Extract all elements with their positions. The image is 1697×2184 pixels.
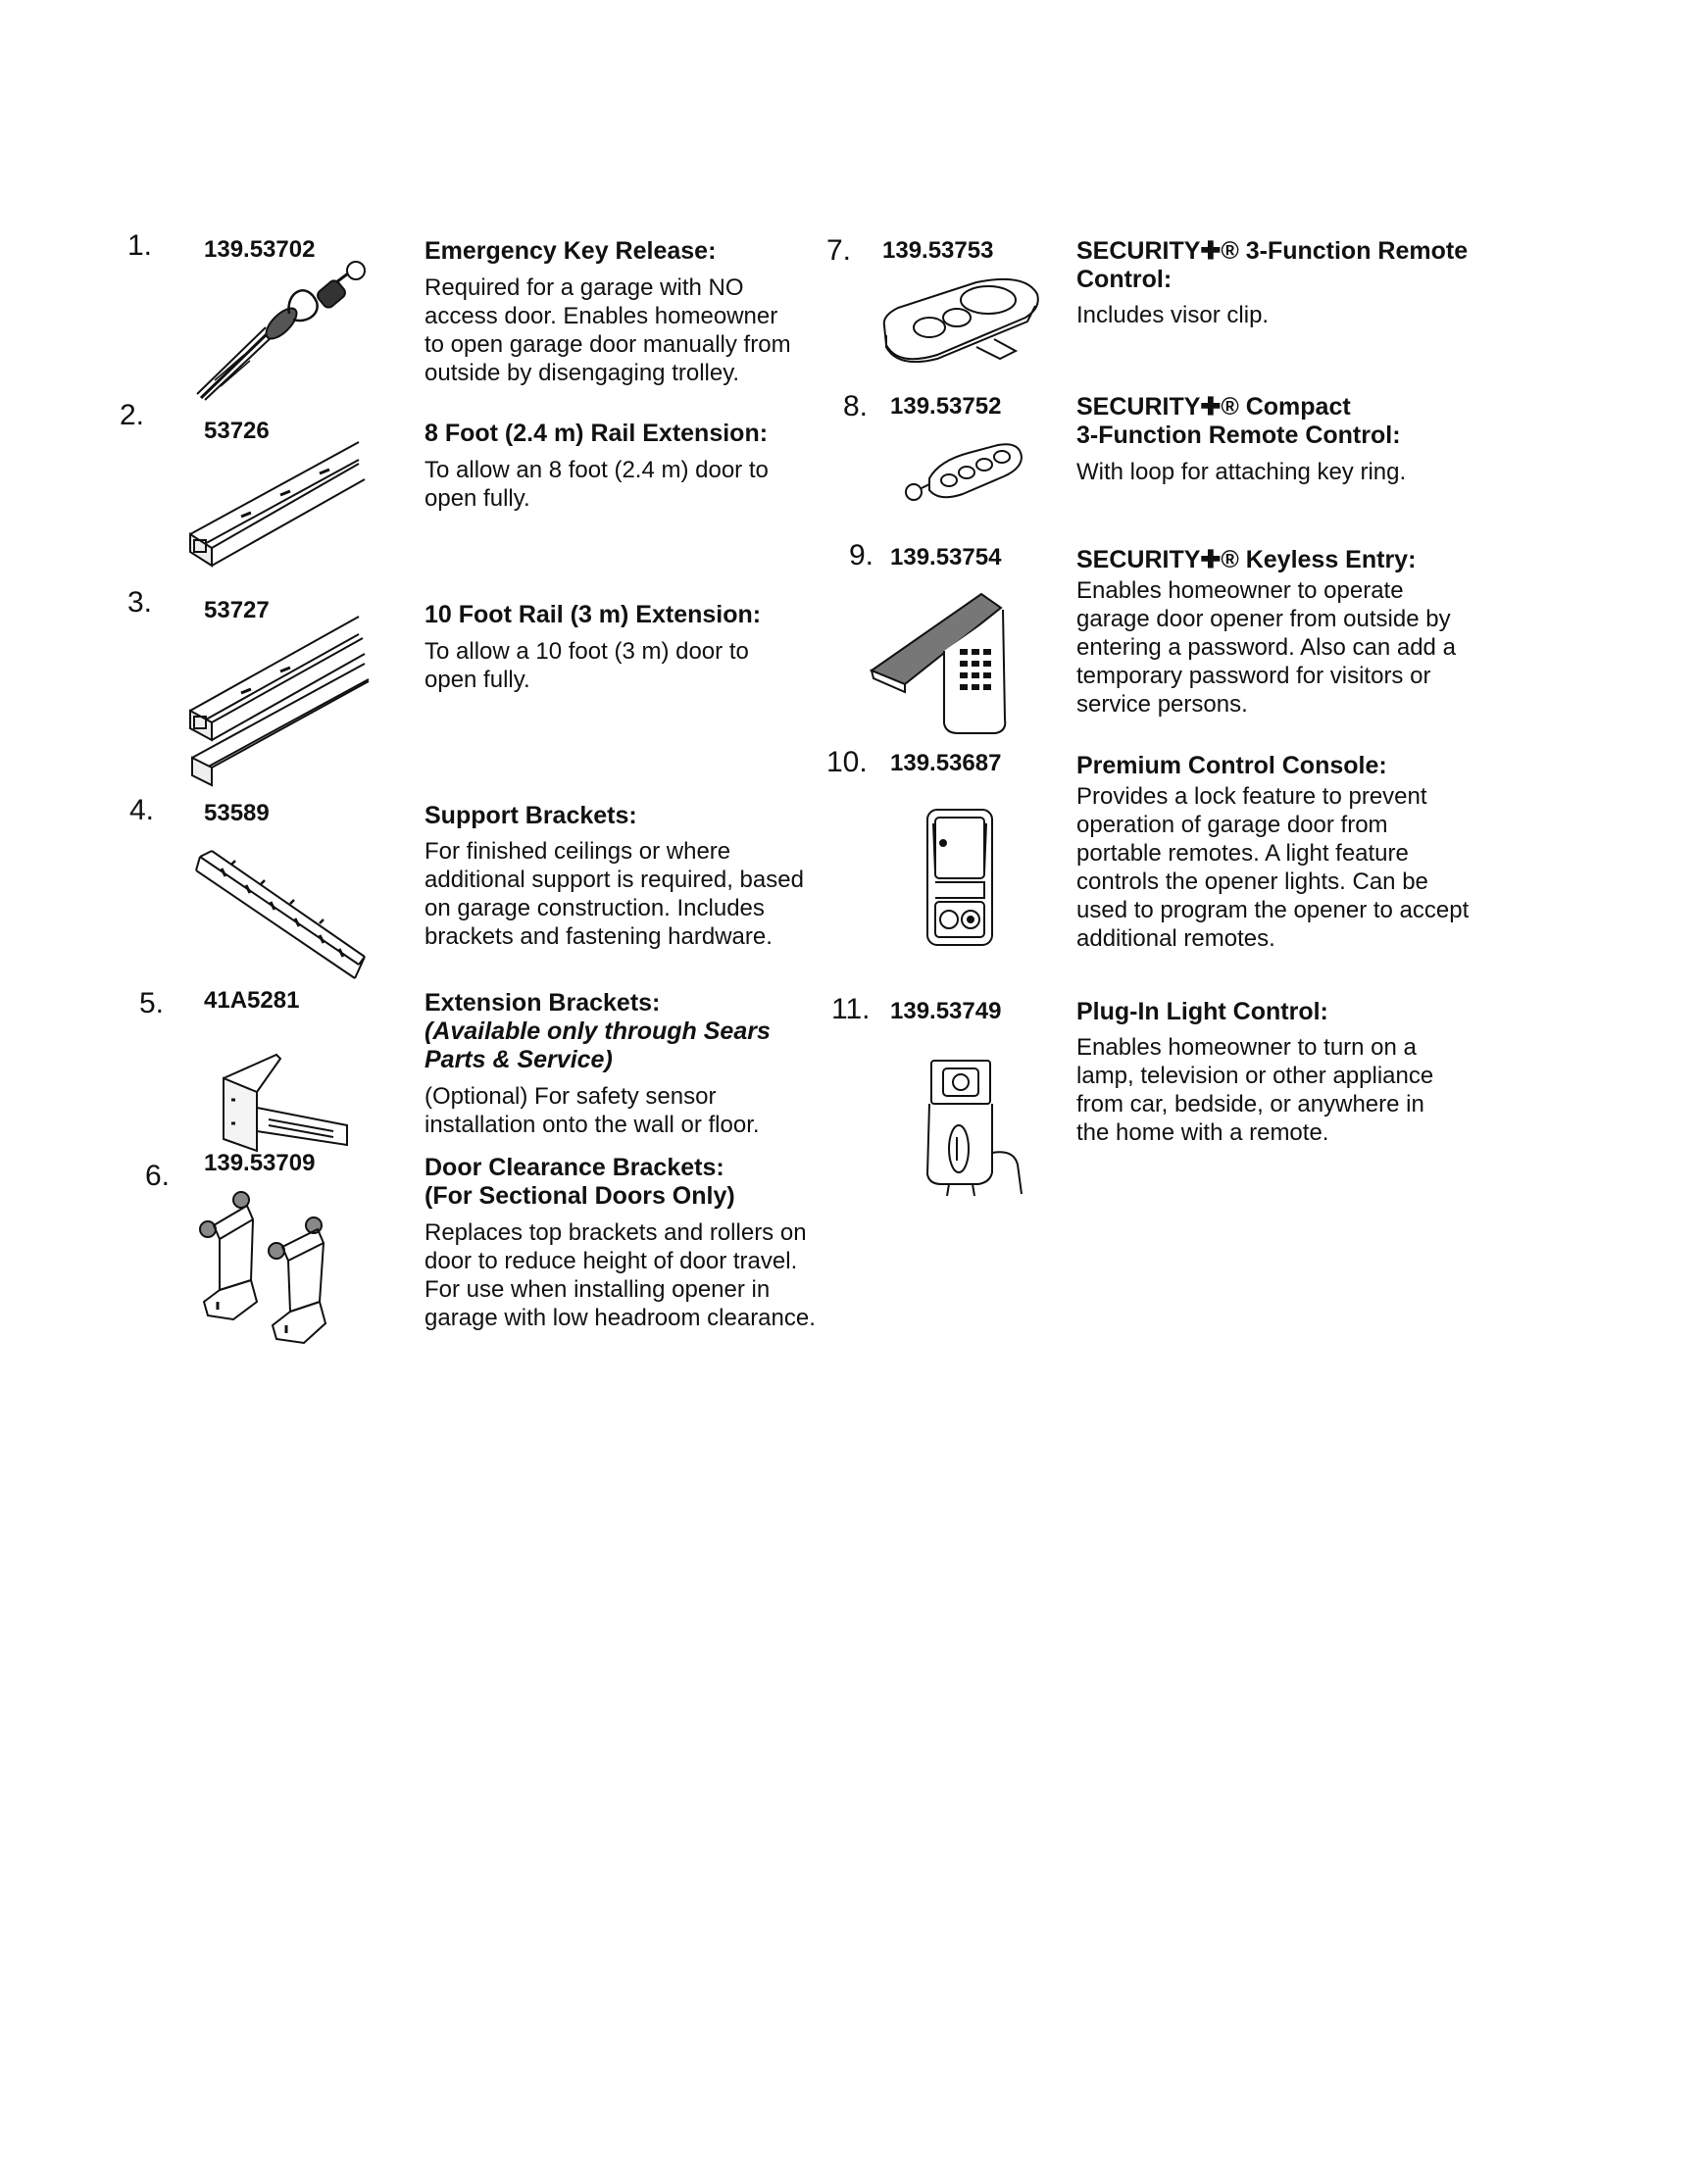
- item-title: Extension Brackets: (Available only through Sears Parts & Service): [424, 989, 771, 1073]
- part-number: 139.53709: [204, 1150, 316, 1176]
- item-title: Emergency Key Release:: [424, 237, 717, 265]
- item-number: 6.: [145, 1160, 171, 1192]
- extension-bracket-icon: [218, 1049, 355, 1157]
- plug-in-light-control-icon: [920, 1055, 1033, 1198]
- item-number: 1.: [127, 229, 153, 262]
- part-number: 53589: [204, 800, 270, 826]
- part-number: 139.53754: [890, 544, 1002, 571]
- item-description: Required for a garage with NO access door. Enables homeowner to open garage door manually from outside by disengaging trolley.: [424, 274, 791, 386]
- item-description: Enables homeowner to turn on a lamp, television or other appliance from car, bedside, or anywhere in the home with a remote.: [1076, 1034, 1434, 1146]
- keyless-entry-keypad-icon: [866, 586, 1013, 735]
- item-title: Support Brackets:: [424, 802, 637, 829]
- item-title: SECURITY✚® Keyless Entry:: [1076, 546, 1417, 573]
- part-number: 139.53753: [882, 237, 994, 264]
- compact-remote-icon: [900, 439, 1027, 510]
- item-number: 2.: [120, 399, 145, 431]
- item-description: With loop for attaching key ring.: [1076, 459, 1407, 485]
- item-description: To allow a 10 foot (3 m) door to open fully.: [424, 638, 749, 693]
- item-title: 8 Foot (2.4 m) Rail Extension:: [424, 420, 769, 447]
- item-description: Provides a lock feature to prevent operation of garage door from portable remotes. A light feature controls the opener lights. Can be used to program the opener to accept additional remotes.: [1076, 783, 1470, 952]
- part-number: 41A5281: [204, 987, 300, 1014]
- rail-extension-icon: [182, 436, 369, 583]
- item-title: Plug-In Light Control:: [1076, 998, 1328, 1025]
- item-description: Includes visor clip.: [1076, 302, 1270, 328]
- part-number: 139.53752: [890, 393, 1002, 420]
- item-number: 4.: [129, 794, 155, 826]
- item-description: Enables homeowner to operate garage door opener from outside by entering a password. Also can add a temporary password for visitors or service persons.: [1076, 577, 1456, 718]
- door-clearance-brackets-icon: [194, 1186, 351, 1348]
- item-title: SECURITY✚® Compact 3-Function Remote Control:: [1076, 393, 1401, 449]
- item-title: SECURITY✚® 3-Function Remote Control:: [1076, 237, 1469, 293]
- item-number: 8.: [843, 390, 869, 422]
- part-number: 53727: [204, 597, 270, 623]
- part-number: 139.53702: [204, 236, 316, 263]
- item-description: Replaces top brackets and rollers on door to reduce height of door travel. For use when installing opener in garage with low headroom clearance.: [424, 1219, 816, 1331]
- item-title: Premium Control Console:: [1076, 752, 1387, 779]
- part-number: 139.53749: [890, 998, 1002, 1024]
- item-description: For finished ceilings or where additional support is required, based on garage construction. Includes brackets and fastening hardware.: [424, 838, 804, 950]
- remote-control-icon: [878, 276, 1045, 374]
- item-number: 10.: [826, 746, 868, 778]
- support-bracket-icon: [192, 847, 369, 984]
- item-title: Door Clearance Brackets: (For Sectional Doors Only): [424, 1154, 735, 1210]
- part-number: 53726: [204, 418, 270, 444]
- item-number: 11.: [831, 993, 871, 1025]
- item-description: (Optional) For safety sensor installation onto the wall or floor.: [424, 1083, 760, 1138]
- item-number: 9.: [849, 539, 874, 571]
- emergency-key-release-icon: [191, 263, 373, 410]
- item-description: To allow an 8 foot (2.4 m) door to open fully.: [424, 457, 769, 512]
- item-number: 3.: [127, 586, 153, 619]
- rail-extension-pair-icon: [182, 603, 378, 789]
- part-number: 139.53687: [890, 750, 1002, 776]
- item-number: 5.: [139, 987, 165, 1019]
- control-console-icon: [920, 804, 1004, 951]
- item-number: 7.: [826, 234, 852, 267]
- item-title: 10 Foot Rail (3 m) Extension:: [424, 601, 762, 628]
